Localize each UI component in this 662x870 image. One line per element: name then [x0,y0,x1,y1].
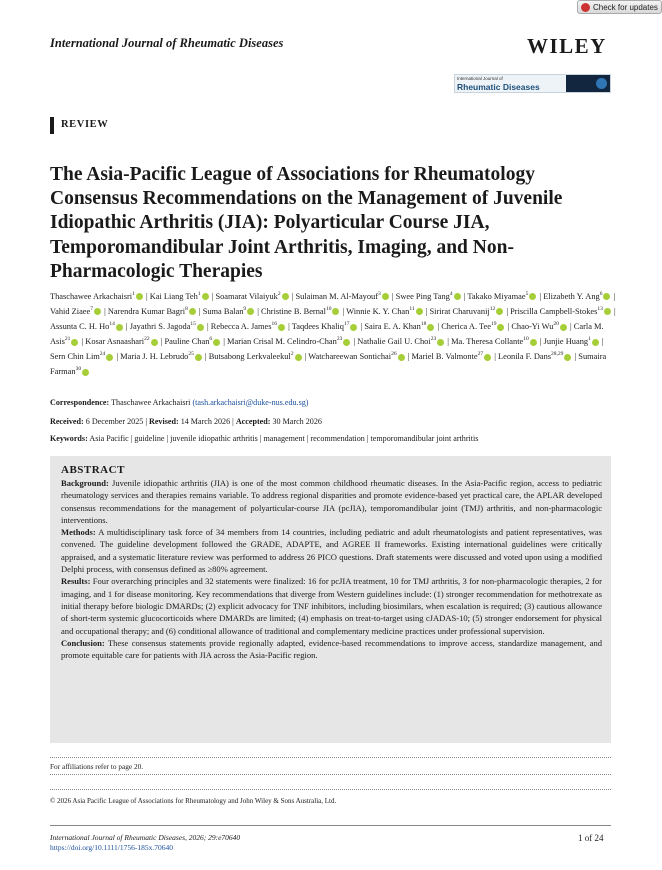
author-name: Junjie Huang [543,337,589,347]
author-separator: | [255,306,262,316]
author[interactable] [308,352,405,361]
author-separator: | [423,306,430,316]
author[interactable] [165,337,222,346]
author-affiliation: 23 [336,336,343,343]
author[interactable] [543,292,611,301]
author-list [50,288,618,379]
article-type: REVIEW [61,119,109,130]
publisher-logo: WILEY [527,34,607,58]
author-name: Watchareewan Sontichai [308,352,392,362]
author-affiliation: 6 [599,291,603,297]
author-separator: | [351,337,358,347]
author-separator: | [611,291,616,301]
author-name: Nathalie Gail U. Choi [357,337,431,347]
author-separator: | [286,321,292,331]
orcid-icon[interactable] [564,354,571,361]
divider [50,789,611,790]
results-text: Four overarching principles and 32 statements were finalized: 16 for pcJIA treatment, 10 for TMJ arthritis, 3 for non-pharmacologic therapies, 2 for imaging, and 1 for disease monitoring. Key recommendations that diverge from Western guidelines include: (1) stronger recommendation for methotrexate as initial therapy before biologic DMARDs; (2) explicit advocacy for TNF inhibitors, including biosimilars, when escalation is required; (3) cautious allowance of short-term systemic glucocorticoids where DMARDs are limited; (4) emphasis on treat-to-target using cJADAS-10; (5) stronger endorsement for physical and occupational therapy; and (6) conditional allowance of traditional and complementary medicine practices under professional supervision. [61,576,602,636]
author-separator: | [101,306,108,316]
author-separator: | [209,291,216,301]
received-label: Received: [50,417,84,426]
author-separator: | [599,337,604,347]
author-name: Soamarat Vilaiyuk [215,291,278,301]
copyright: © 2026 Asia Pacific League of Associations for Rheumatology and John Wiley & Sons Australia, Ltd. [50,797,337,805]
author-name: Pauline Chan [164,337,210,347]
orcid-icon[interactable] [247,308,254,315]
orcid-icon[interactable] [332,308,339,315]
author-separator: | [204,321,211,331]
author-affiliation: 6 [209,336,213,343]
author-name: Priscilla Campbell-Stokes [510,306,598,316]
author[interactable] [108,307,197,316]
author-name: Taqdees Khaliq [291,321,344,331]
author-affiliation: 10 [523,336,529,343]
cover-title: Rheumatic Diseases [457,82,540,92]
abstract-methods [61,526,602,575]
author-affiliation: 11 [409,306,415,313]
author[interactable] [346,307,423,316]
author-separator: | [340,306,347,316]
orcid-icon[interactable] [282,293,289,300]
author[interactable] [85,337,158,346]
article-type-marker [50,117,54,134]
author[interactable] [227,337,351,346]
orcid-icon[interactable] [195,354,202,361]
author[interactable] [451,337,538,346]
author-name: Marian Crisal M. Celindro-Chan [227,337,337,347]
orcid-icon[interactable] [416,308,423,315]
author[interactable] [120,352,203,361]
abstract-results [61,575,602,636]
author-separator: | [537,291,544,301]
author-affiliation: 2 [277,291,281,297]
orcid-icon[interactable] [529,293,536,300]
author-affiliation: 23 [430,336,437,343]
author-affiliation: 3 [378,291,381,297]
author-separator: | [302,352,309,362]
author[interactable] [498,352,572,361]
doi-link[interactable]: https://doi.org/10.1111/1756-185x.70640 [50,843,173,852]
author-affiliation: 30 [75,366,82,373]
author-affiliation: 10 [325,306,332,313]
author[interactable] [411,352,492,361]
author-name: Assunta C. H. Ho [50,321,110,331]
correspondence-name: Thaschawee Arkachaisri [111,398,191,407]
author-affiliation: 15 [190,321,196,328]
author-affiliation: 2 [290,351,294,358]
author-name: Ma. Theresa Collante [451,337,524,347]
check-for-updates-button[interactable] [577,0,662,14]
background-label: Background: [61,478,109,488]
orcid-icon[interactable] [592,339,599,346]
abstract-conclusion [61,637,602,662]
author-name: Christine B. Bernal [261,306,326,316]
author-name: Mariel B. Valmonte [411,352,478,362]
author[interactable] [203,307,255,316]
orcid-icon[interactable] [189,308,196,315]
orcid-icon[interactable] [454,293,461,300]
author-name: Leonila F. Dans [497,352,552,362]
author[interactable] [261,307,340,316]
author-affiliation: 16 [271,321,277,328]
author-affiliation: 17 [343,321,350,328]
author-separator: | [221,337,228,347]
author-separator: | [405,352,412,362]
orcid-icon[interactable] [603,293,610,300]
author-separator: | [567,321,574,331]
author-separator: | [158,337,165,347]
accepted-label: Accepted: [235,417,271,426]
author-name: Takako Miyamae [467,291,526,301]
author-separator: | [435,321,442,331]
author-separator: | [123,321,130,331]
author-separator: | [492,352,498,362]
author[interactable] [511,322,568,331]
author[interactable] [130,322,205,331]
orcid-icon[interactable] [213,339,220,346]
author-affiliation: 21 [64,336,71,343]
correspondence-email[interactable]: (tash.arkachaisri@duke-nus.edu.sg) [192,398,309,407]
author-separator: | [79,337,86,347]
orcid-icon[interactable] [350,324,357,331]
journal-cover-badge[interactable] [454,74,611,93]
author-affiliation: 18 [420,321,427,328]
article-title: The Asia-Pacific League of Associations for Rheumatology Consensus Recommendations on the Management of Juvenile Idiopathic Arthritis (JIA): Polyarticular Course JIA, Temporomandibular Joint Arthritis, Imaging, and Non-Pharmacologic Therapies [50,164,563,282]
author-separator: | [537,337,544,347]
cover-emblem-icon [596,78,607,89]
author-affiliation: 13 [597,306,603,313]
author[interactable] [441,322,505,331]
abstract-body [61,477,602,661]
author[interactable] [544,337,600,346]
page-number: 1 of 24 [578,833,604,843]
author-name: Cherica A. Tee [441,321,491,331]
orcid-icon[interactable] [484,354,491,361]
keywords-text: Asia Pacific | guideline | juvenile idiopathic arthritis | management | recommendation | temporomandibular joint arthritis [89,434,479,443]
author-separator: | [461,291,468,301]
author-affiliation: 5 [525,291,529,297]
author-separator: | [289,291,296,301]
background-text: Juvenile idiopathic arthritis (JIA) is one of the most common childhood rheumatic diseases. In the Asia-Pacific region, access to pediatric rheumatology services and therapies remains variable. To address regional disparities and promote evidence-based yet practical care, the APLAR developed consensus recommendations for the management of polyarticular-course JIA (pcJIA), temporomandibular joint (TMJ) arthritis, and non-pharmacologic interventions. [61,478,603,525]
divider [50,757,611,758]
author-affiliation: 20 [553,321,559,328]
orcid-icon[interactable] [94,308,101,315]
author[interactable] [396,292,462,301]
orcid-icon[interactable] [437,339,444,346]
author-name: Elizabeth Y. Ang [543,291,600,301]
orcid-icon[interactable] [278,324,285,331]
divider [50,774,611,775]
author-separator: | [114,352,121,362]
author-name: Jayathri S. Jagoda [129,321,191,331]
author-affiliation: 1 [197,291,201,297]
author-separator: | [572,352,579,362]
author[interactable] [50,292,144,301]
abstract-heading: ABSTRACT [61,464,125,476]
author[interactable] [292,322,359,331]
orcid-icon[interactable] [382,293,389,300]
author-name: Sumaira Farman [50,352,607,377]
cover-graphic [566,75,610,92]
author-name: Saira E. A. Khan [364,321,421,331]
abstract-background [61,477,602,526]
orcid-icon[interactable] [398,354,405,361]
orcid-icon[interactable] [136,293,143,300]
author-separator: | [611,306,616,316]
results-label: Results: [61,576,91,587]
author-name: Kai Liang Teh [149,291,198,301]
correspondence [50,398,308,407]
check-updates-label: Check for updates [593,2,658,12]
author-separator: | [196,306,203,316]
author[interactable] [510,307,612,316]
received-date: 6 December 2025 [85,417,144,426]
author-affiliation: 9 [243,306,247,313]
author-affiliation: 4 [449,291,453,297]
author[interactable] [364,322,435,331]
author-name: Rebecca A. James [210,321,272,331]
author-name: Narendra Kumar Bagri [107,306,186,316]
author-separator: | [202,352,209,362]
revised-label: Revised: [148,417,179,426]
author-affiliation: 28,29 [551,351,564,358]
author-name: Winnie K. Y. Chan [346,306,410,316]
author-affiliation: 22 [144,336,150,343]
article-dates: Received: 6 December 2025 | Revised: 14 March 2026 | Accepted: 30 March 2026 [50,417,322,426]
author[interactable] [215,292,289,301]
author-affiliation: 1 [588,336,591,343]
author-separator: | [143,291,150,301]
orcid-icon[interactable] [82,369,89,376]
author-affiliation: 25 [188,351,194,358]
affiliations-note: For affiliations refer to page 20. [50,762,144,771]
orcid-icon[interactable] [202,293,209,300]
orcid-icon[interactable] [116,324,123,331]
correspondence-label: Correspondence: [50,398,110,407]
conclusion-label: Conclusion: [61,637,105,648]
methods-text: A multidisciplinary task force of 34 members from 14 countries, including pediatric and adult rheumatologists and patient representatives, was convened. The guideline development followed the GRADE, ADAPTE, and AGREE II frameworks. Existing international guidelines were critically appraised, and a systematic literature review was performed to address 26 PICO questions. Draft statements were discussed and voted upon using a modified Delphi process, with consensus defined as ≥80% agreement. [61,527,602,575]
author-separator: | [358,321,365,331]
orcid-icon[interactable] [427,324,434,331]
author-separator: | [445,337,452,347]
author-name: Sern Chin Lim [50,352,100,362]
revised-date: 14 March 2026 [180,417,231,426]
author-affiliation: 19 [490,321,497,328]
author-affiliation: 1 [132,291,135,297]
orcid-icon[interactable] [197,324,204,331]
author-name: Kosar Asnaashari [85,337,145,347]
cover-small-text: International Journal of [457,76,503,81]
author[interactable] [357,337,445,346]
author-name: Maria J. H. Lebrudo [120,352,189,362]
author[interactable] [295,292,389,301]
author-affiliation: 12 [489,306,496,313]
author-affiliation: 24 [99,351,106,358]
author-name: Sirirat Charuvanij [429,306,490,316]
author[interactable] [209,352,303,361]
author-name: Carla M. Asis [50,321,604,347]
methods-label: Methods: [61,527,96,538]
keywords-label: Keywords: [50,434,88,443]
author-separator: | [389,291,396,301]
author-name: Sulaiman M. Al-Mayouf [295,291,379,301]
author-name: Swee Ping Tang [395,291,450,301]
author[interactable] [150,292,210,301]
keywords [50,434,478,443]
author-affiliation: 14 [109,321,115,328]
journal-name: International Journal of Rheumatic Diseases [50,36,284,50]
footer-divider [50,825,611,826]
conclusion-text: These consensus statements provide regionally adapted, evidence-based recommendations to improve access, standardize management, and promote equitable care for patients with JIA across the Asia-Pacific region. [61,637,603,661]
author[interactable] [50,352,114,361]
author-affiliation: 26 [391,351,397,358]
author-name: Vahid Ziaee [50,306,91,316]
orcid-icon[interactable] [295,354,302,361]
author[interactable] [50,322,124,331]
orcid-icon[interactable] [71,339,78,346]
author[interactable] [467,292,537,301]
orcid-icon[interactable] [560,324,567,331]
accepted-date: 30 March 2026 [272,417,322,426]
footer-citation: International Journal of Rheumatic Diseases, 2026; 29:e70640 [50,833,241,842]
author-separator: | [505,321,512,331]
orcid-icon[interactable] [604,308,611,315]
orcid-icon[interactable] [530,339,537,346]
orcid-icon[interactable] [343,339,350,346]
orcid-icon[interactable] [496,308,503,315]
orcid-icon[interactable] [151,339,158,346]
author[interactable] [430,307,505,316]
author-name: Butsabong Lerkvaleekul [208,352,291,362]
author-name: Suma Balan [202,306,244,316]
orcid-icon[interactable] [497,324,504,331]
orcid-icon[interactable] [106,354,113,361]
author-name: Thaschawee Arkachaisri [50,291,133,301]
crossmark-icon [581,3,590,12]
author[interactable] [50,307,102,316]
author-affiliation: 27 [477,351,484,358]
author-affiliation: 8 [185,306,188,313]
author-affiliation: 7 [90,306,93,313]
author-separator: | [504,306,511,316]
author-name: Chao-Yi Wu [511,321,554,331]
author[interactable] [211,322,286,331]
